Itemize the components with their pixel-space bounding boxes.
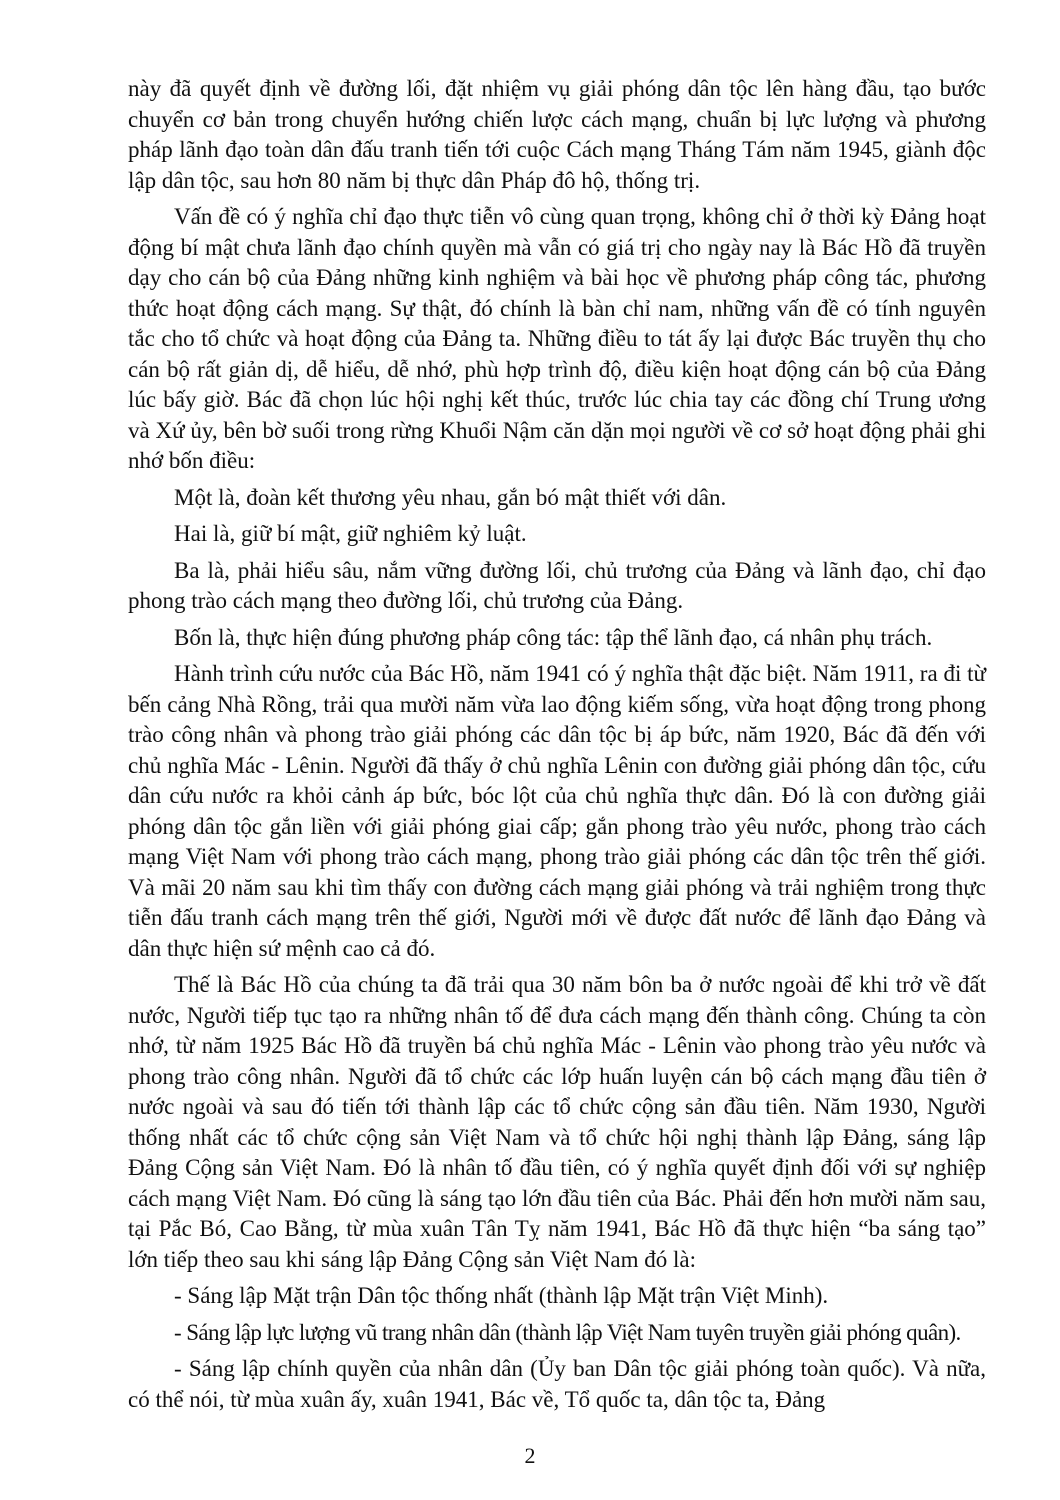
list-item-front: - Sáng lập Mặt trận Dân tộc thống nhất (thành lập Mặt trận Việt Minh).: [174, 1283, 829, 1308]
list-item-point-one: Một là, đoàn kết thương yêu nhau, gắn bó mật thiết với dân.: [174, 484, 727, 510]
list-item-point-four: Bốn là, thực hiện đúng phương pháp công tác: tập thể lãnh đạo, cá nhân phụ trách.: [174, 624, 933, 650]
list-item-point-three: Ba là, phải hiểu sâu, nắm vững đường lối, chủ trương của Đảng và lãnh đạo, chỉ đạo phong trào cách mạng theo đường lối, chủ trương của Đảng.: [128, 557, 986, 613]
list-item-government: - Sáng lập chính quyền của nhân dân (Ủy ban Dân tộc giải phóng toàn quốc). Và nữa, có thể nói, từ mùa xuân ấy, xuân 1941, Bác về, Tổ quốc ta, dân tộc ta, Đảng: [128, 1356, 986, 1412]
list-item-armed-forces: - Sáng lập lực lượng vũ trang nhân dân (thành lập Việt Nam tuyên truyền giải phóng quân).: [174, 1319, 961, 1345]
paragraph-journey-1941: Hành trình cứu nước của Bác Hồ, năm 1941 có ý nghĩa thật đặc biệt. Năm 1911, ra đi từ bến cảng Nhà Rồng, trải qua mười năm vừa lao động kiếm sống, vừa hoạt động trong phong trào công nhân và phong trào giải phóng các dân tộc bị áp bức, năm 1920, Bác đã đến với chủ nghĩa Mác - Lênin. Người đã thấy ở chủ nghĩa Lênin con đường giải phóng dân tộc, cứu dân cứu nước ra khỏi cảnh áp bức, bóc lột của chủ nghĩa thực dân. Đó là con đường giải phóng dân tộc gắn liền với giải phóng giai cấp; gắn phong trào yêu nước, phong trào cách mạng Việt Nam với phong trào cách mạng, phong trào giải phóng các dân tộc trên thế giới. Và mãi 20 năm sau khi tìm thấy con đường cách mạng giải phóng và trải nghiệm trong thực tiễn đấu tranh cách mạng trên thế giới, Người mới về được đất nước để lãnh đạo Đảng và dân thực hiện sứ mệnh cao cả đó.: [128, 661, 986, 961]
paragraph-thirty-years: Thế là Bác Hồ của chúng ta đã trải qua 30 năm bôn ba ở nước ngoài để khi trở về đất nước, Người tiếp tục tạo ra những nhân tố để đưa cách mạng đến thành công. Chúng ta còn nhớ, từ năm 1925 Bác Hồ đã truyền bá chủ nghĩa Mác - Lênin vào phong trào yêu nước và phong trào công nhân. Người đã tổ chức các lớp huấn luyện cán bộ cách mạng đầu tiên ở nước ngoài và sau đó tiến tới thành lập các tổ chức cộng sản đầu tiên. Năm 1930, Người thống nhất các tổ chức cộng sản Việt Nam và tổ chức hội nghị thành lập Đảng, sáng lập Đảng Cộng sản Việt Nam. Đó là nhân tố đầu tiên, có ý nghĩa quyết định đối với sự nghiệp cách mạng Việt Nam. Đó cũng là sáng tạo lớn đầu tiên của Bác. Phải đến hơn mười năm sau, tại Pắc Bó, Cao Bằng, từ mùa xuân Tân Tỵ năm 1941, Bác Hồ đã thực hiện “ba sáng tạo” lớn tiếp theo sau khi sáng lập Đảng Cộng sản Việt Nam đó là:: [128, 972, 986, 1272]
page-number: 2: [524, 1443, 536, 1468]
list-item-point-two: Hai là, giữ bí mật, giữ nghiêm kỷ luật.: [174, 521, 527, 546]
paragraph-continuation: này đã quyết định về đường lối, đặt nhiệm vụ giải phóng dân tộc lên hàng đầu, tạo bước chuyển cơ bản trong chuyển hướng chiến lược cách mạng, chuẩn bị lực lượng và phương pháp lãnh đạo toàn dân đấu tranh tiến tới cuộc Cách mạng Tháng Tám năm 1945, giành độc lập dân tộc, sau hơn 80 năm bị thực dân Pháp đô hộ, thống trị.: [128, 76, 986, 193]
document-page: [128, 74, 986, 1421]
paragraph-practical-guidance: Vấn đề có ý nghĩa chỉ đạo thực tiễn vô cùng quan trọng, không chỉ ở thời kỳ Đảng hoạt động bí mật chưa lãnh đạo chính quyền mà vẫn có giá trị cho ngày nay là Bác Hồ đã truyền dạy cho cán bộ của Đảng những kinh nghiệm và bài học về phương pháp công tác, phương thức hoạt động cách mạng. Sự thật, đó chính là bàn chỉ nam, những vấn đề có tính nguyên tắc cho tổ chức và hoạt động của Đảng ta. Những điều to tát ấy lại được Bác truyền thụ cho cán bộ rất giản dị, dễ hiểu, dễ nhớ, phù hợp trình độ, điều kiện hoạt động cán bộ của Đảng lúc bấy giờ. Bác đã chọn lúc hội nghị kết thúc, trước lúc chia tay các đồng chí Trung ương và Xứ ủy, bên bờ suối trong rừng Khuổi Nậm căn dặn mọi người về cơ sở hoạt động phải ghi nhớ bốn điều:: [128, 204, 986, 473]
